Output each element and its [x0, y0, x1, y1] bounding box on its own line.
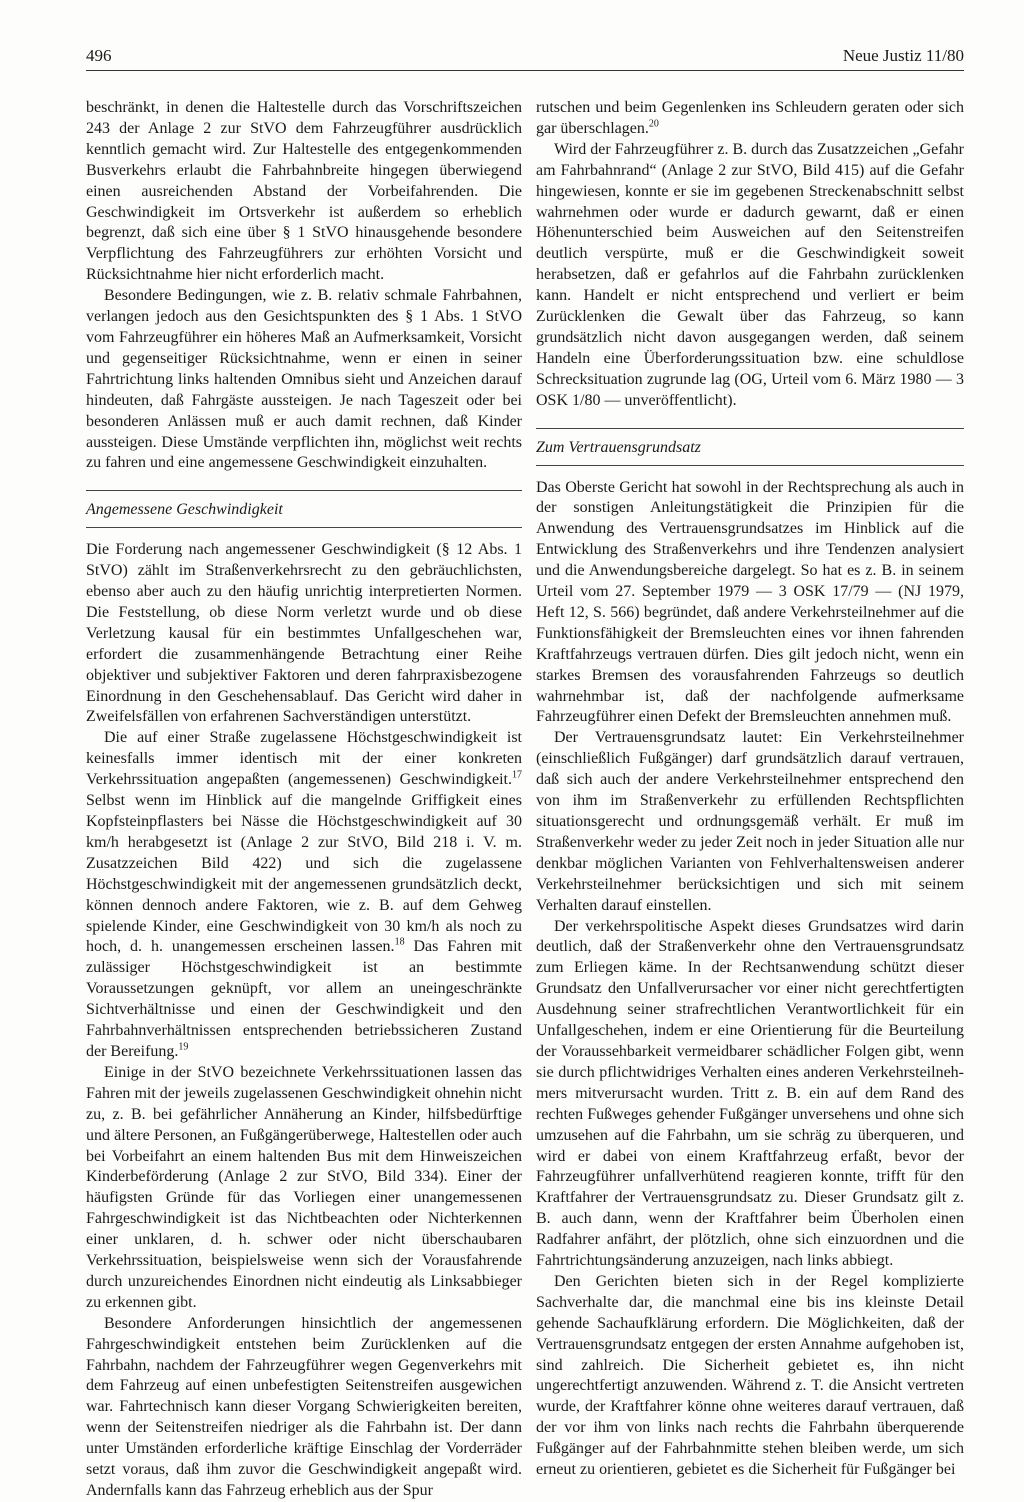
- paragraph: Der Vertrauensgrundsatz lautet: Ein Verkehrsteilnehmer (einschließlich Fußgänger) darf grundsätzlich darauf vertrauen, daß sich auch der andere Verkehrsteilnehmer entsprechend den von ihm im Straßenverkehr zu erfüllenden Rechtspflichten situationsgerecht und ordnungsgemäß verhält. Er muß im Straßenverkehr weder zu jeder Zeit noch in jeder Situation alle nur denkbar möglichen Varianten von Fehlverhaltensweisen anderer Verkehrsteilnehmer berücksichtigen und sich mit seinem Verhalten darauf einstellen.: [536, 729, 964, 914]
- page-number: 496: [86, 46, 112, 65]
- text-run: Die auf einer Straße zugelassene Höchstgeschwindigkeit ist keinesfalls immer identisch mit der einer konkreten Verkehrssituation angepaßten (angemessenen) Geschwindigkeit.: [86, 729, 522, 789]
- paragraph: Das Oberste Gericht hat sowohl in der Rechtsprechung als auch in der sonstigen Anleitungstätigkeit die Prinzipien für die Anwendung des Vertrauensgrundsatzes im Hinblick auf die Entwicklung des Straßenverkehrs und ihre Tendenzen analysiert und die Anwendungsbereiche dargelegt. So hat es z. B. in seinem Urteil vom 27. September 1979 — 3 OSK 17/79 — (NJ 1979, Heft 12, S. 566) begründet, daß andere Verkehrsteilnehmer auf die Funktionsfähigkeit der Bremsleuchten eines vor ihnen fahrenden Kraftfahrzeugs vertrauen dürfen. Dies gilt jedoch nicht, wenn ein starkes Bremsen des vorausfahrenden Fahrzeugs so deutlich wahrnehmbar ist, daß der nachfolgende aufmerksame Fahrzeugführer einen Defekt der Bremsleuchten annehmen muß.: [536, 478, 964, 726]
- left-column: [86, 98, 522, 1502]
- text-run: rutschen und beim Gegenlenken ins Schleudern geraten oder sich gar überschlagen.: [536, 99, 964, 137]
- right-column: [536, 98, 964, 1481]
- text-run: Selbst wenn im Hinblick auf die mangelnde Griffigkeit eines Kopfsteinpflasters bei Nässe die Höchstgeschwindigkeit auf 30 km/h herabgesetzt ist (Anlage 2 zur StVO, Bild 218 i. V. m. Zusatzzeichen Bild 422) und sich die zugelassene Höchstgeschwindigkeit mit der angemessenen grundsätzlich deckt, können dennoch andere Faktoren, wie z. B. auf dem Gehweg spielende Kinder, eine Geschwindigkeit von 30 km/h als noch zu hoch, d. h. unangemessen erscheinen lassen.: [86, 792, 522, 956]
- paragraph: Besondere Anforderungen hinsichtlich der angemessenen Fahrgeschwindigkeit entstehen beim Zurücklenken auf die Fahrbahn, nachdem der Fahrzeugführer wegen Gegenverkehrs mit dem Fahrzeug auf einen unbefestigten Seitenstreifen ausgewichen war. Fahrtechnisch kann dieser Vorgang Schwierigkeiten bereiten, wenn der Seitenstreifen niedriger als die Fahrbahn ist. Der dann unter Umständen erforderliche kräftige Einschlag der Vorderräder setzt voraus, daß ihm zuvor die Geschwindigkeit angepaßt wird. Andernfalls kann das Fahrzeug erheblich aus der Spur: [86, 1314, 522, 1499]
- paragraph: Die Forderung nach angemessener Geschwindigkeit (§ 12 Abs. 1 StVO) zählt im Straßenverkehrsrecht zu den gebräuchlichsten, ebenso aber auch zu den häufig unrichtig interpretierten Normen. Die Feststellung, ob diese Norm verletzt wurde und ob diese Verletzung kausal für ein bestimmtes Unfallgeschehen war, erfordert die zusammenhängende Betrachtung einer Reihe objektiver und subjektiver Faktoren und deren fahrpraxisbezogene Einordnung in den Geschehensablauf. Das Gericht wird daher in Zweifelsfällen von erfahrenen Sachverständigen unterstützt.: [86, 541, 522, 726]
- section-heading-block: [86, 490, 522, 528]
- paragraph: Einige in der StVO bezeichnete Verkehrssituationen lassen das Fahren mit der jeweils zugelassenen Geschwindigkeit ohnehin nicht zu, z. B. bei gefährlicher Annäherung an Kinder, hilfsbedürftige und ältere Personen, an Fußgängerüberwege, Haltestellen oder auch bei Vorbeifahrt an einem haltenden Bus mit dem Hinweiszeichen Kinderbeförderung (Anlage 2 zur StVO, Bild 334). Einer der häufigsten Gründe für das Vorliegen einer unangemessenen Fahrgeschwindigkeit ist das Nichtbeachten oder Nichterkennen einer unklaren, d. h. schwer oder nicht überschaubaren Verkehrssituation, beispielsweise wenn sich der Vorausfahrende durch unzureichendes Einordnen nicht eindeutig als Linksabbieger zu erkennen gibt.: [86, 1063, 522, 1311]
- paragraph: Den Gerichten bieten sich in der Regel komplizierte Sachverhalte dar, die manchmal eine bis ins kleinste Detail gehende Sachaufklärung erfordern. Die Möglichkeiten, daß der Vertrauensgrundsatz entgegen der ersten Annahme aufgehoben ist, sind zahlreich. Die Sicherheit gebietet es, ihn nicht ungerechtfertigt anzuwenden. Während z. T. die Ansicht vertreten wurde, der Kraftfahrer könne ohne weiteres darauf vertrauen, daß der vor ihm von links nach rechts die Fahrbahn überquerende Fußgänger auf der Fahrbahnmitte stehen bleiben werde, um sich erneut zu orientieren, gebietet es die Sicherheit für Fußgänger bei: [536, 1272, 964, 1479]
- paragraph: [536, 98, 964, 140]
- journal-issue: Neue Justiz 11/80: [842, 46, 964, 65]
- text-run: Das Fahren mit zulässiger Höchstgeschwindigkeit ist an bestimmte Voraussetzungen geknüpft, vor allem an uneingeschränkte Sichtverhältnisse und einen der Geschwindigkeit und den Fahrbahnverhältnissen entsprechenden betriebssicheren Zustand der Bereifung.: [86, 938, 522, 1060]
- paragraph: Der verkehrspolitische Aspekt dieses Grundsatzes wird darin deutlich, daß der Straßenverkehr ohne den Vertrauensgrundsatz zum Erliegen käme. In der Rechtsanwendung schützt dieser Grundsatz den Unfallverursacher vor einer nicht gerechtfertigten Ausdehnung seiner strafrechtlichen Verantwortlichkeit für ein Unfallgeschehen, indem er eine Orientierung für die Beurteilung der Voraussehbarkeit vermeidbarer schädlicher Folgen gibt, wenn sie durch pflichtwidriges Verhalten eines anderen Verkehrsteilnehmers mitverursacht wurden. Tritt z. B. ein auf dem Rand des rechten Fußweges gehender Fußgänger unversehens und ohne sich umzusehen auf die Fahrbahn, um sie schräg zu überqueren, und wird er dabei von einem Kraftfahrzeug erfaßt, bevor der Fahrzeugführer unfallverhütend reagieren konnte, trifft für den Kraftfahrer der Vertrauensgrundsatz zu. Dieser Grundsatz gilt z. B. auch dann, wenn der Kraftfahrer beim Überholen einen Radfahrer anfährt, der plötzlich, ohne sich einzuordnen und die Fahrtrichtungsänderung anzuzeigen, nach links abbiegt.: [536, 917, 964, 1270]
- paragraph: Wird der Fahrzeugführer z. B. durch das Zusatzzeichen „Gefahr am Fahrbahnrand“ (Anlage 2 zur StVO, Bild 415) auf die Gefahr hingewiesen, konnte er sie im gegebenen Streckenabschnitt selbst wahrnehmen oder wurde er dadurch gewarnt, daß er einen Höhenunterschied beim Ausweichen auf den Seitenstreifen deutlich verspürte, muß er die Geschwindigkeit soweit herabsetzen, daß er gefahrlos auf die Fahrbahn zurücklenken kann. Handelt er nicht entsprechend und verliert er beim Zurücklenken die Gewalt über das Fahrzeug, so kann grundsätzlich nicht davon ausgegangen werden, daß seinem Handeln eine Überforderungssituation bzw. eine schuldlose Schrecksituation zugrunde lag (OG, Urteil vom 6. März 1980 — 3 OSK 1/80 — unveröffentlicht).: [536, 140, 964, 409]
- footnote-ref: 18: [394, 937, 405, 949]
- section-heading: Angemessene Geschwindigkeit: [86, 500, 522, 528]
- footnote-ref: 17: [512, 769, 522, 781]
- page-header: [86, 44, 964, 71]
- section-heading-block: [536, 428, 964, 466]
- section-heading: Zum Vertrauensgrundsatz: [536, 438, 964, 466]
- paragraph: [86, 728, 522, 1063]
- paragraph: beschränkt, in denen die Haltestelle durch das Vorschriftszeichen 243 der Anlage 2 zur StVO dem Fahrzeugführer ausdrücklich kenntlich gemacht wird. Zur Haltestelle des entgegenkommenden Busverkehrs erlaubt die Fahrbahnbreite hingegen überwiegend einen ausreichenden Abstand der Vorbeifahrenden. Die Geschwindigkeit im Ortsverkehr ist außerdem so erheblich begrenzt, daß sich eine über § 1 StVO hinausgehende besondere Verpflichtung des Fahrzeugführers zur erhöhten Vorsicht und Rücksichtnahme hier nicht erforderlich macht.: [86, 99, 522, 284]
- footnote-ref: 20: [648, 118, 659, 130]
- paragraph: Besondere Bedingungen, wie z. B. relativ schmale Fahrbahnen, verlangen jedoch aus den Gesichtspunkten des § 1 Abs. 1 StVO vom Fahrzeugführer ein höheres Maß an Aufmerksamkeit, Vorsicht und gegenseitiger Rücksichtnahme, wenn er einen in seiner Fahrtrichtung links haltenden Omnibus sieht und Anzeichen darauf hindeuten, daß Fahrgäste aussteigen. Je nach Tageszeit oder bei besonderen Anlässen muß er auch damit rechnen, daß Kinder aussteigen. Diese Umstände verpflichten ihn, möglichst weit rechts zu fahren und eine angemessene Geschwindigkeit einzuhalten.: [86, 287, 522, 472]
- footnote-ref: 19: [178, 1041, 189, 1053]
